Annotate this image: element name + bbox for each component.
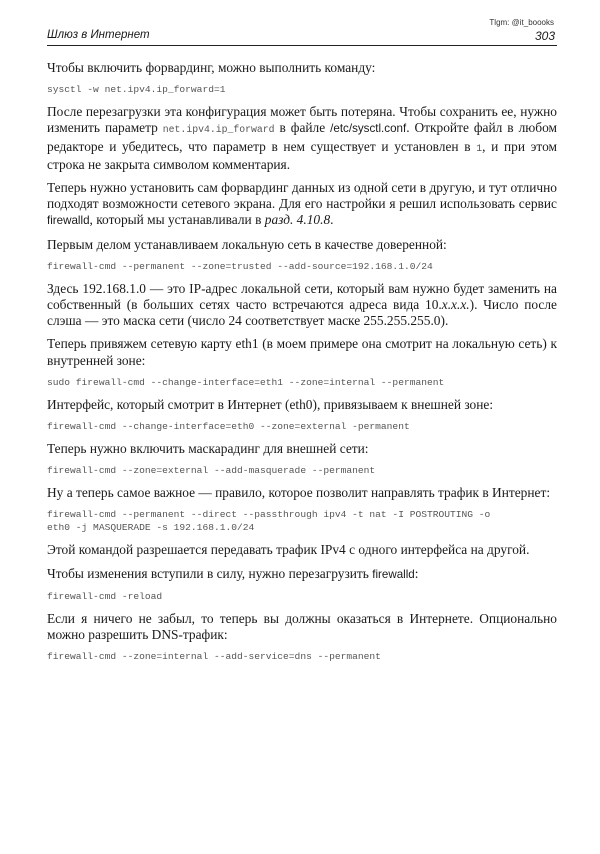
code-block: firewall-cmd --permanent --zone=trusted --add-source=192.168.1.0/24 [47, 260, 433, 272]
paragraph: Теперь нужно включить маскарадинг для внешней сети: [47, 441, 369, 457]
page-number: 303 [534, 29, 555, 43]
file-path: /etc/sysctl.conf [330, 122, 407, 136]
text-run: После перезагрузки эта конфигурация может быть потеряна. Чтобы сохранить ее, нужно изменить параметр [47, 104, 557, 136]
paragraph [47, 281, 557, 330]
watermark: Tlgm: @it_boooks [489, 18, 554, 27]
address-pattern: x.x.x. [441, 297, 470, 313]
paragraph: Если я ничего не забыл, то теперь вы должны оказаться в Интернете. Опционально можно разрешить DNS-трафик: [47, 610, 557, 643]
text-run: , который мы устанавливали в [89, 212, 265, 228]
code-block: sudo firewall-cmd --change-interface=eth1 --zone=internal --permanent [47, 376, 445, 388]
code-block: firewall-cmd --zone=internal --add-service=dns --permanent [47, 651, 381, 663]
code-block: sysctl -w net.ipv4.ip_forward=1 [47, 84, 226, 96]
code-block: firewall-cmd --permanent --direct --passthrough ipv4 -t nat -I POSTROUTING -o eth0 -j MASQUERADE -s 192.168.1.0/24 [47, 509, 491, 534]
paragraph [47, 566, 557, 583]
running-header [47, 29, 557, 46]
service-name: firewalld [47, 214, 90, 228]
code-block: firewall-cmd -reload [47, 590, 163, 602]
chapter-title: Шлюз в Интернет [47, 29, 150, 41]
text-run: Теперь нужно установить сам форвардинг данных из одной сети в другую, и тут отлично подходят возможности сетевого экрана. Для его настройки я решил использовать сервис [47, 180, 557, 212]
text-run: Чтобы изменения вступили в силу, нужно перезагрузить [47, 565, 373, 581]
service-name: firewalld [372, 567, 415, 581]
text-run: . [330, 212, 334, 228]
text-run: . Откройте файл в любом редакторе и убедитесь, что параметр в нем существует и установлен в [47, 120, 558, 154]
paragraph [47, 180, 557, 230]
paragraph: Ну а теперь самое важное — правило, которое позволит направлять трафик в Интернет: [47, 485, 551, 501]
paragraph: Интерфейс, который смотрит в Интернет (eth0), привязываем к внешней зоне: [47, 396, 494, 412]
inline-code: 1 [476, 142, 483, 154]
paragraph: Чтобы включить форвардинг, можно выполнить команду: [47, 60, 376, 75]
paragraph: Первым делом устанавливаем локальную сеть в качестве доверенной: [47, 236, 447, 252]
paragraph [47, 104, 557, 173]
text-run: : [414, 565, 419, 581]
page-body [47, 60, 557, 671]
text-run: , и при этом строка не закрыта символом комментария. [47, 138, 557, 172]
inline-code: net.ipv4.ip_forward [162, 124, 275, 136]
text-run: ). Число после слэша — это маска сети (число 24 соответствует маске 255.255.255.0). [47, 297, 557, 329]
paragraph: Теперь привяжем сетевую карту eth1 (в моем примере она смотрит на локальную сеть) к внутренней зоне: [47, 336, 557, 368]
text-run: Здесь 192.168.1.0 — это IP-адрес локальной сети, который вам нужно будет заменить на собственный (в больших сетях часто встречаются адреса вида 10. [47, 280, 557, 313]
text-run: в файле [274, 120, 331, 136]
code-block: firewall-cmd --change-interface=eth0 --zone=external -permanent [47, 421, 410, 433]
section-ref: разд. 4.10.8 [264, 212, 331, 228]
code-block: firewall-cmd --zone=external --add-masquerade --permanent [47, 465, 376, 477]
paragraph: Этой командой разрешается передавать трафик IPv4 с одного интерфейса на другой. [47, 542, 530, 558]
